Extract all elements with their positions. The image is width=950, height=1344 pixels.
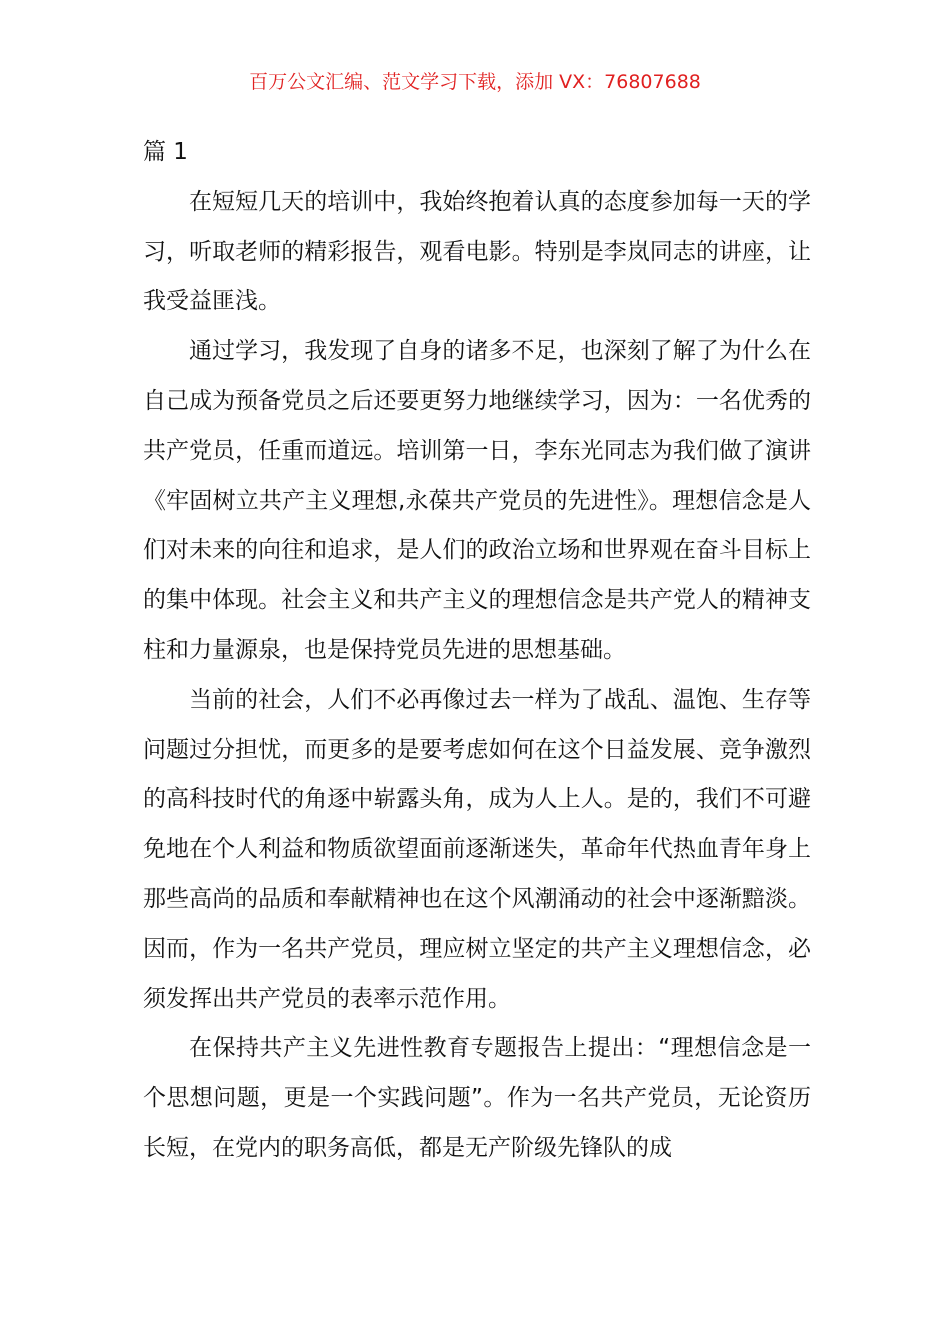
paragraph-2: 通过学习，我发现了自身的诸多不足，也深刻了解了为什么在自己成为预备党员之后还要更努力地继续学习，因为：一名优秀的共产党员，任重而道远。培训第一日，李东光同志为我们做了演讲《牢固树立共产主义理想,永葆共产党员的先进性》。理想信念是人们对未来的向往和追求，是人们的政治立场和世界观在奋斗目标上的集中体现。社会主义和共产主义的理想信念是共产党人的精神支柱和力量源泉，也是保持党员先进的思想基础。	[143, 338, 811, 663]
paragraph-3: 当前的社会，人们不必再像过去一样为了战乱、温饱、生存等问题过分担忧，而更多的是要考虑如何在这个日益发展、竞争激烈的高科技时代的角逐中崭露头角，成为人上人。是的，我们不可避免地在个人利益和物质欲望面前逐渐迷失，革命年代热血青年身上那些高尚的品质和奉献精神也在这个风潮涌动的社会中逐渐黯淡。因而，作为一名共产党员，理应树立坚定的共产主义理想信念，必须发挥出共产党员的表率示范作用。	[143, 686, 811, 1012]
paragraph-1: 在短短几天的培训中，我始终抱着认真的态度参加每一天的学习，听取老师的精彩报告，观看电影。特别是李岚同志的讲座，让我受益匪浅。	[143, 188, 811, 315]
document-body	[143, 128, 811, 1174]
paragraph-4: 在保持共产主义先进性教育专题报告上提出：“理想信念是一个思想问题，更是一个实践问题”。作为一名共产党员，无论资历长短，在党内的职务高低，都是无产阶级先锋队的成	[143, 1035, 811, 1161]
header-promo-note: 百万公文汇编、范文学习下载，添加 VX：76807688	[249, 71, 701, 93]
section-title: 篇 1	[143, 139, 188, 165]
